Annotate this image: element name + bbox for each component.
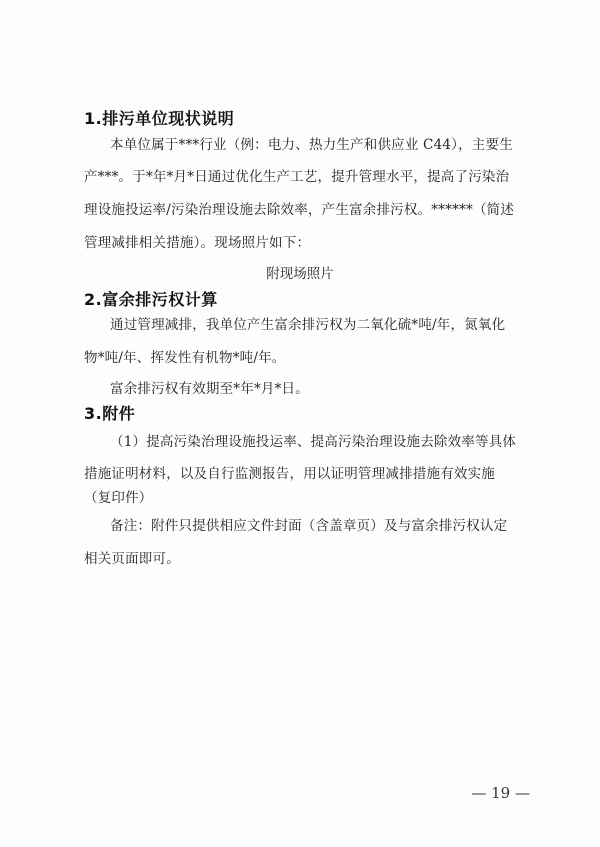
section-3-note-line-2: 相关页面即可。 bbox=[84, 551, 180, 567]
section-2-line-3: 富余排污权有效期至*年*月*日。 bbox=[110, 381, 309, 397]
section-3-heading: 3.附件 bbox=[84, 404, 136, 423]
page-number: — 19 — bbox=[471, 784, 530, 802]
section-1-line-2: 产***。于*年*月*日通过优化生产工艺，提升管理水平，提高了污染治 bbox=[84, 169, 510, 185]
section-2-line-1: 通过管理减排，我单位产生富余排污权为二氧化硫*吨/年，氮氧化 bbox=[110, 317, 506, 333]
section-3-note-line-1: 备注：附件只提供相应文件封面（含盖章页）及与富余排污权认定 bbox=[110, 518, 508, 534]
photo-caption: 附现场照片 bbox=[266, 266, 334, 282]
section-3-line-1: （1）提高污染治理设施投运率、提高污染治理设施去除效率等具体 bbox=[110, 434, 517, 450]
section-3-line-3: （复印件） bbox=[84, 490, 153, 506]
section-1-line-3: 理设施投运率/污染治理设施去除效率，产生富余排污权。******（简述 bbox=[84, 202, 515, 218]
section-1-line-4: 管理减排相关措施）。现场照片如下： bbox=[84, 235, 311, 251]
section-1-heading: 1.排污单位现状说明 bbox=[84, 109, 235, 128]
section-2-line-2: 物*吨/年、挥发性有机物*吨/年。 bbox=[84, 350, 286, 366]
section-3-line-2: 措施证明材料，以及自行监测报告，用以证明管理减排措施有效实施 bbox=[84, 466, 495, 482]
section-2-heading: 2.富余排污权计算 bbox=[84, 290, 218, 309]
section-1-line-1: 本单位属于***行业（例：电力、热力生产和供应业 C44），主要生 bbox=[110, 137, 513, 153]
